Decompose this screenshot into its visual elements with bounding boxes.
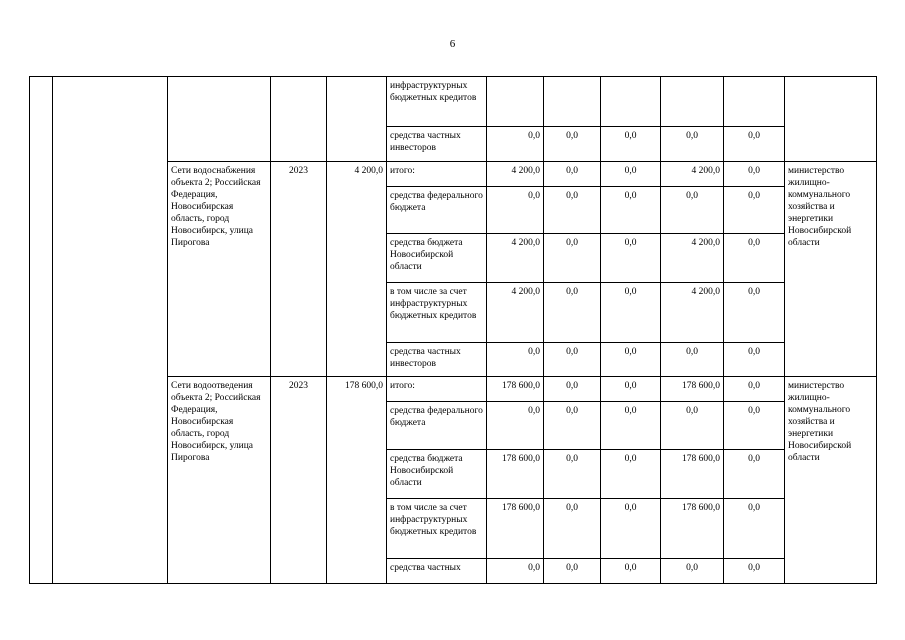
value-cell: 4 200,0 — [661, 283, 724, 343]
value-cell: 178 600,0 — [661, 499, 724, 559]
value-cell: 0,0 — [544, 402, 601, 450]
value-cell: 0,0 — [487, 127, 544, 162]
value-cell: 4 200,0 — [487, 234, 544, 283]
value-cell: 0,0 — [601, 559, 661, 584]
value-cell: 0,0 — [544, 127, 601, 162]
value-cell — [544, 77, 601, 127]
value-cell — [661, 77, 724, 127]
value-cell: 178 600,0 — [487, 499, 544, 559]
table-row — [30, 77, 877, 127]
value-cell: 0,0 — [724, 559, 785, 584]
value-cell: 0,0 — [544, 343, 601, 377]
value-cell: 0,0 — [601, 187, 661, 234]
value-cell: 0,0 — [544, 450, 601, 499]
value-cell: 178 600,0 — [487, 377, 544, 402]
value-cell: 0,0 — [724, 450, 785, 499]
value-cell: 0,0 — [661, 127, 724, 162]
value-cell: 0,0 — [544, 377, 601, 402]
value-cell: 0,0 — [544, 162, 601, 187]
object-year: 2023 — [271, 377, 327, 584]
value-cell: 0,0 — [487, 343, 544, 377]
value-cell: 178 600,0 — [661, 450, 724, 499]
object-description: Сети водоснабжения объекта 2; Российская Федерация, Новосибирская область, город Новосибирск, улица Пирогова — [168, 162, 271, 377]
object-description: Сети водоотведения объекта 2; Российская Федерация, Новосибирская область, город Новосибирск, улица Пирогова — [168, 377, 271, 584]
value-cell: 0,0 — [724, 402, 785, 450]
object-executor: министерство жилищно-коммунального хозяйства и энергетики Новосибирской области — [785, 162, 877, 377]
value-cell: 0,0 — [601, 162, 661, 187]
value-cell: 4 200,0 — [661, 162, 724, 187]
object-cell — [168, 77, 271, 162]
source-cell: средства частных инвесторов — [387, 127, 487, 162]
source-cell: в том числе за счет инфраструктурных бюджетных кредитов — [387, 283, 487, 343]
value-cell: 0,0 — [544, 559, 601, 584]
index-cell — [30, 77, 53, 584]
value-cell: 0,0 — [601, 402, 661, 450]
year-cell — [271, 77, 327, 162]
value-cell: 0,0 — [661, 402, 724, 450]
source-cell: средства федерального бюджета — [387, 187, 487, 234]
financing-table — [29, 76, 877, 584]
source-cell: средства федерального бюджета — [387, 402, 487, 450]
value-cell: 0,0 — [724, 343, 785, 377]
value-cell: 0,0 — [724, 187, 785, 234]
value-cell: 0,0 — [724, 499, 785, 559]
source-cell: итого: — [387, 162, 487, 187]
value-cell: 178 600,0 — [661, 377, 724, 402]
value-cell: 0,0 — [724, 162, 785, 187]
value-cell: 0,0 — [601, 450, 661, 499]
source-cell: итого: — [387, 377, 487, 402]
object-cost: 178 600,0 — [327, 377, 387, 584]
value-cell: 0,0 — [544, 187, 601, 234]
source-cell: средства частных — [387, 559, 487, 584]
value-cell: 0,0 — [661, 187, 724, 234]
value-cell: 0,0 — [724, 377, 785, 402]
value-cell — [724, 77, 785, 127]
source-cell: инфраструктурных бюджетных кредитов — [387, 77, 487, 127]
executor-cell — [785, 77, 877, 162]
value-cell: 0,0 — [724, 234, 785, 283]
value-cell: 0,0 — [544, 234, 601, 283]
value-cell: 0,0 — [661, 559, 724, 584]
value-cell: 0,0 — [487, 559, 544, 584]
program-cell — [53, 77, 168, 584]
value-cell — [487, 77, 544, 127]
source-cell: в том числе за счет инфраструктурных бюджетных кредитов — [387, 499, 487, 559]
page-number: 6 — [449, 38, 456, 50]
source-cell: средства бюджета Новосибирской области — [387, 450, 487, 499]
value-cell: 0,0 — [544, 283, 601, 343]
object-year: 2023 — [271, 162, 327, 377]
value-cell: 0,0 — [544, 499, 601, 559]
value-cell: 0,0 — [661, 343, 724, 377]
value-cell: 0,0 — [601, 127, 661, 162]
value-cell: 0,0 — [601, 234, 661, 283]
value-cell — [601, 77, 661, 127]
value-cell: 0,0 — [487, 187, 544, 234]
value-cell: 178 600,0 — [487, 450, 544, 499]
value-cell: 4 200,0 — [487, 162, 544, 187]
object-cost: 4 200,0 — [327, 162, 387, 377]
value-cell: 0,0 — [724, 283, 785, 343]
value-cell: 0,0 — [601, 377, 661, 402]
value-cell: 0,0 — [601, 499, 661, 559]
value-cell: 0,0 — [487, 402, 544, 450]
value-cell: 4 200,0 — [661, 234, 724, 283]
object-executor: министерство жилищно-коммунального хозяйства и энергетики Новосибирской области — [785, 377, 877, 584]
value-cell: 0,0 — [601, 283, 661, 343]
value-cell: 0,0 — [724, 127, 785, 162]
source-cell: средства бюджета Новосибирской области — [387, 234, 487, 283]
value-cell: 0,0 — [601, 343, 661, 377]
value-cell: 4 200,0 — [487, 283, 544, 343]
source-cell: средства частных инвесторов — [387, 343, 487, 377]
cost-cell — [327, 77, 387, 162]
